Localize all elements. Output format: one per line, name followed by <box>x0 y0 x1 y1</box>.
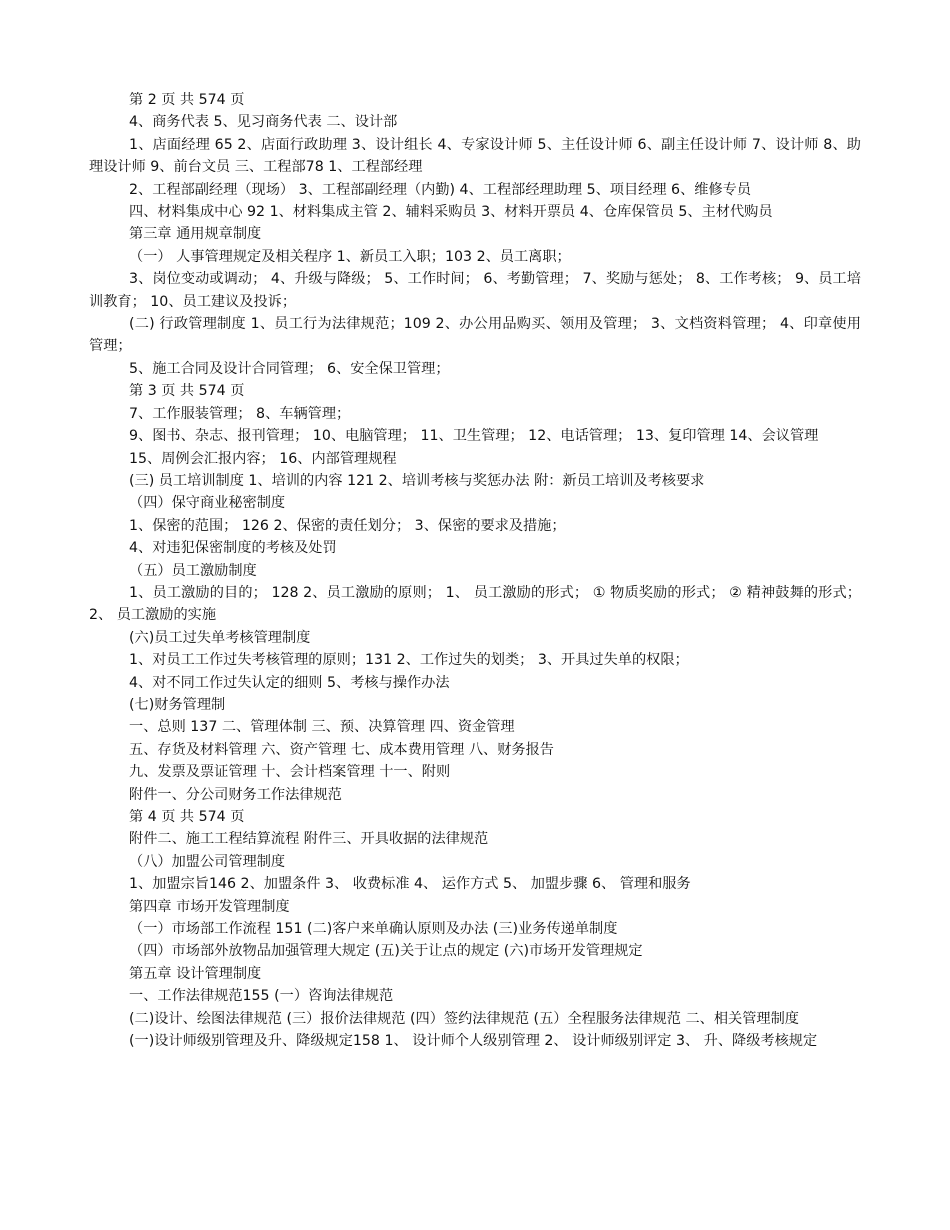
text-line: （一）市场部工作流程 151 (二)客户来单确认原则及办法 (三)业务传递单制度 <box>129 921 618 938</box>
text-line: 五、存货及材料管理 六、资产管理 七、成本费用管理 八、财务报告 <box>129 741 554 758</box>
text-line: 5、施工合同及设计合同管理； 6、安全保卫管理； <box>129 360 450 377</box>
text-line: (二)设计、绘图法律规范 (三）报价法律规范 (四）签约法律规范 (五）全程服务法律规范 二、相关管理制度 <box>129 1010 799 1027</box>
page-marker: 第 2 页 共 574 页 <box>129 92 245 108</box>
text-line: 附件一、分公司财务工作法律规范 <box>129 786 342 803</box>
document-body <box>89 89 861 1052</box>
text-line: 7、工作服装管理； 8、车辆管理； <box>129 405 351 422</box>
page-marker: 第 4 页 共 574 页 <box>129 809 245 825</box>
text-line: （四）市场部外放物品加强管理大规定 (五)关于让点的规定 (六)市场开发管理规定 <box>129 943 643 960</box>
text-line: 3、岗位变动或调动； 4、升级与降级； 5、工作时间； 6、考勤管理； 7、奖励与惩处； 8、工作考核； 9、员工培训教育； 10、员工建议及投诉； <box>89 271 861 310</box>
chapter-heading: 第四章 市场开发管理制度 <box>129 898 290 915</box>
text-line: 4、对不同工作过失认定的细则 5、考核与操作办法 <box>129 674 450 691</box>
text-line: 4、对违犯保密制度的考核及处罚 <box>129 540 337 557</box>
text-line: 一、总则 137 二、管理体制 三、预、决算管理 四、资金管理 <box>129 719 515 736</box>
section-heading: (六)员工过失单考核管理制度 <box>129 629 311 646</box>
text-line: 15、周例会汇报内容； 16、内部管理规程 <box>129 450 397 467</box>
text-line: (一)设计师级别管理及升、降级规定158 1、 设计师个人级别管理 2、 设计师级别评定 3、 升、降级考核规定 <box>129 1033 818 1050</box>
section-heading: (二) 行政管理制度 1、员工行为法律规范；109 2、办公用品购买、领用及管理； 3、文档资料管理； 4、印章使用管理； <box>89 316 861 355</box>
section-heading: （一） 人事管理规定及相关程序 1、新员工入职；103 2、员工离职； <box>129 248 571 265</box>
text-line: 九、发票及票证管理 十、会计档案管理 十一、附则 <box>129 764 451 781</box>
text-line: 1、员工激励的目的； 128 2、员工激励的原则； 1、 员工激励的形式； ① 物质奖励的形式； ② 精神鼓舞的形式； 2、 员工激励的实施 <box>89 584 861 624</box>
text-line: 4、商务代表 5、见习商务代表 二、设计部 <box>129 114 398 131</box>
section-heading: （八）加盟公司管理制度 <box>129 853 286 870</box>
text-line: 四、材料集成中心 92 1、材料集成主管 2、辅料采购员 3、材料开票员 4、仓库保管员 5、主材代购员 <box>129 204 773 221</box>
section-heading: (七)财务管理制 <box>129 696 226 713</box>
section-heading: （五）员工激励制度 <box>129 562 257 579</box>
text-line: 1、加盟宗旨146 2、加盟条件 3、 收费标准 4、 运作方式 5、 加盟步骤 6、 管理和服务 <box>129 876 691 893</box>
chapter-heading: 第五章 设计管理制度 <box>129 965 262 982</box>
text-line: 1、店面经理 65 2、店面行政助理 3、设计组长 4、专家设计师 5、主任设计师 6、副主任设计师 7、设计师 8、助理设计师 9、前台文员 三、工程部78 1、工程部经理 <box>89 136 861 176</box>
section-heading: （四）保守商业秘密制度 <box>129 495 286 512</box>
text-line: 附件二、施工工程结算流程 附件三、开具收据的法律规范 <box>129 831 489 848</box>
text-line: 9、图书、杂志、报刊管理； 10、电脑管理； 11、卫生管理； 12、电话管理； 13、复印管理 14、会议管理 <box>129 428 819 445</box>
text-line: 2、工程部副经理（现场） 3、工程部副经理（内勤) 4、工程部经理助理 5、项目经理 6、维修专员 <box>129 181 752 198</box>
text-line: 一、工作法律规范155 (一）咨询法律规范 <box>129 988 394 1005</box>
page-marker: 第 3 页 共 574 页 <box>129 383 245 400</box>
section-heading: (三) 员工培训制度 1、培训的内容 121 2、培训考核与奖惩办法 附：新员工培训及考核要求 <box>129 472 705 489</box>
text-line: 1、保密的范围； 126 2、保密的责任划分； 3、保密的要求及措施； <box>129 517 566 534</box>
chapter-heading: 第三章 通用规章制度 <box>129 226 262 243</box>
text-line: 1、对员工工作过失考核管理的原则；131 2、工作过失的划类； 3、开具过失单的权限； <box>129 652 689 669</box>
